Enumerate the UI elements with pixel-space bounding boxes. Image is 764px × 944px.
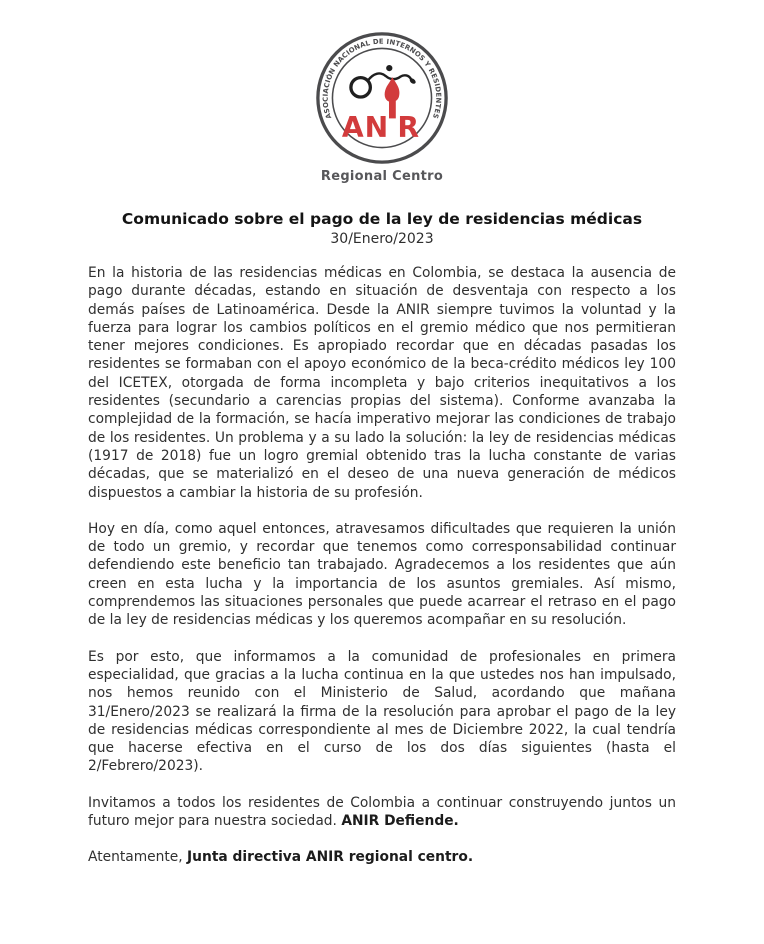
paragraph-announcement: Es por esto, que informamos a la comunidad de profesionales en primera especialidad, que gracias a la lucha continua en la que ustedes nos han impulsado, nos hemos reunido con el Ministerio de Salud, acordando que mañana 31/Enero/2023 se realizará la firma de la resolución para aprobar el pago de la ley de residencias médicas correspondiente al mes de Diciembre 2022, la cual tendría que hacerse efectiva en el curso de los dos días siguientes (hasta el 2/Febrero/2023). — [88, 648, 676, 775]
anir-defiende-slogan: ANIR Defiende. — [341, 813, 459, 830]
document-body — [88, 264, 676, 867]
seal-acronym-right: R — [397, 110, 420, 144]
letterhead — [0, 0, 764, 184]
paragraph-invitation — [88, 794, 676, 831]
invitation-text: Invitamos a todos los residentes de Colombia a continuar construyendo juntos un futuro mejor para nuestra sociedad. — [88, 794, 676, 830]
document-date: 30/Enero/2023 — [330, 231, 434, 247]
paragraph-present: Hoy en día, como aquel entonces, atravesamos dificultades que requieren la unión de todo un gremio, y recordar que tenemos como corresponsabilidad continuar defendiendo este beneficio tan trabajado. Agradecemos a los residentes que aún creen en esta lucha y la importancia de los asuntos gremiales. Así mismo, comprendemos las situaciones personales que puede acarrear el retraso en el pago de la ley de residencias médicas y los queremos acompañar en su resolución. — [88, 520, 676, 629]
closing-signature: Junta directiva ANIR regional centro. — [187, 849, 474, 866]
document-title: Comunicado sobre el pago de la ley de residencias médicas — [121, 210, 643, 228]
closing-line — [88, 848, 676, 866]
seal-circle-text: ASOCIACIÓN NACIONAL DE INTERNOS Y RESIDENTES — [321, 37, 443, 120]
anir-logo — [314, 30, 450, 184]
paragraph-history: En la historia de las residencias médicas en Colombia, se destaca la ausencia de pago durante décadas, estando en situación de desventaja con respecto a los demás países de Latinoamérica. Desde la ANIR siempre tuvimos la voluntad y la fuerza para lograr los cambios políticos en el gremio médico que nos permitieran tener mejores condiciones. Es apropiado recordar que en décadas pasadas los residentes se formaban con el apoyo económico de la beca-crédito médicos ley 100 del ICETEX, otorgada de forma incompleta y bajo criterios inequitativos a los residentes (secundario a carencias propias del sistema). Conforme avanzaba la complejidad de la formación, se hacía imperativo mejorar las condiciones de trabajo de los residentes. Un problema y a su lado la solución: la ley de residencias médicas (1917 de 2018) fue un logro gremial obtenido tras la lucha constante de varias décadas, que se materializó en el deseo de una nueva generación de médicos dispuestos a cambiar la historia de su profesión. — [88, 265, 676, 501]
closing-salutation: Atentamente, — [88, 849, 188, 866]
logo-region-label: Regional Centro — [320, 169, 444, 184]
seal-acronym-left: AN — [341, 110, 390, 144]
anir-seal-icon — [314, 30, 450, 166]
